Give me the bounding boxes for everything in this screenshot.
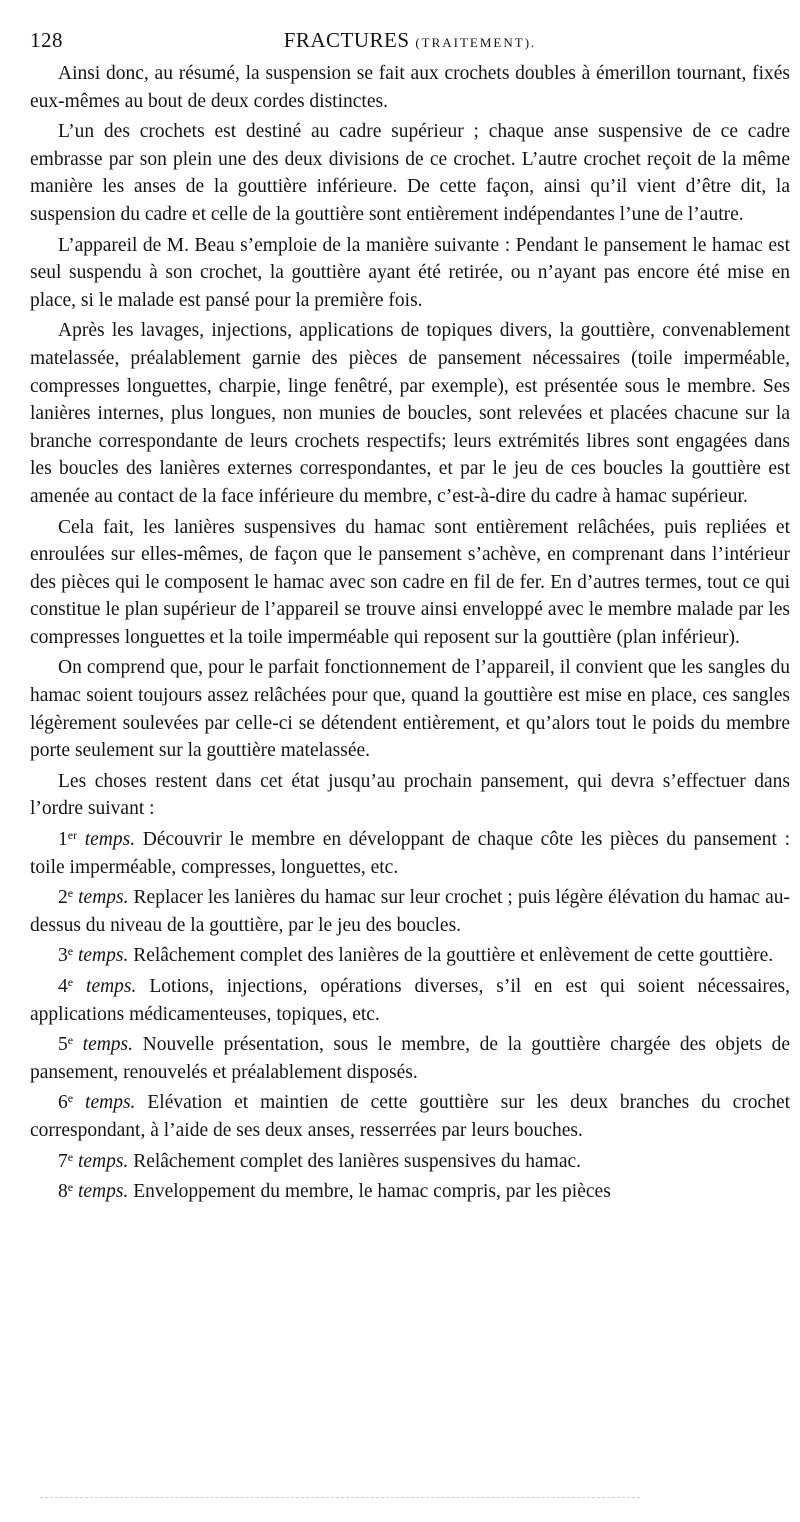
step-label: temps. <box>77 1181 129 1203</box>
step-item <box>30 1089 790 1144</box>
step-number: 6e <box>58 1091 74 1114</box>
step-number: 5e <box>58 1033 74 1056</box>
step-text: Lotions, injections, opérations diverses, s’il en est qui soient nécessaires, applications médicamenteuses, topiques, etc. <box>30 976 791 1025</box>
step-text: Relâchement complet des lanières suspensives du hamac. <box>133 1150 582 1172</box>
step-label: temps. <box>77 945 129 967</box>
body-text <box>30 60 790 1206</box>
paragraph: L’appareil de M. Beau s’emploie de la manière suivante : Pendant le pansement le hamac est seul suspendu à son crochet, la gouttière ayant été retirée, ou n’ayant pas encore été mise en place, si le malade est pansé pour la première fois. <box>30 234 790 311</box>
page-title-main: FRACTURES <box>283 28 410 52</box>
step-number: 8e <box>58 1180 74 1203</box>
step-text: Replacer les lanières du hamac sur leur crochet ; puis légère élévation du hamac au-dessus du niveau de la gouttière, par le jeu des boucles. <box>30 887 790 936</box>
step-text: Nouvelle présentation, sous le membre, de la gouttière chargée des objets de pansement, renouvelés et préalablement disposés. <box>30 1034 791 1083</box>
paragraph: Les choses restent dans cet état jusqu’au prochain pansement, qui devra s’effectuer dans l’ordre suivant : <box>30 770 790 820</box>
step-item <box>30 826 790 881</box>
step-text: Découvrir le membre en développant de chaque côte les pièces du pansement : toile imperméable, compresses, longuettes, etc. <box>30 829 791 878</box>
step-label: temps. <box>82 1034 134 1056</box>
step-text: Enveloppement du membre, le hamac compris, par les pièces <box>133 1181 611 1203</box>
step-item <box>30 942 790 970</box>
step-item <box>30 884 790 939</box>
running-head <box>30 26 790 60</box>
paragraph: L’un des crochets est destiné au cadre supérieur ; chaque anse suspensive de ce cadre embrasse par son plein une des deux divisions de ce crochet. L’autre crochet reçoit de la même manière les anses de la gouttière inférieure. De cette façon, ainsi qu’il vient d’être dit, la suspension du cadre et celle de la gouttière sont entièrement indépendantes l’une de l’autre. <box>30 121 790 225</box>
step-number: 4e <box>58 975 74 997</box>
book-page <box>30 26 790 1209</box>
paragraph: Après les lavages, injections, applications de topiques divers, la gouttière, convenablement matelassée, préalablement garnie des pièces de pansement nécessaires (toile imperméable, compresses longuettes, charpie, linge fenêtré, par exemple), est présentée sous le membre. Ses lanières internes, plus longues, non munies de boucles, sont relevées et placées chacune sur la branche correspondante de leurs crochets respectifs; leurs extrémités libres sont engagées dans les boucles des lanières externes correspondantes, et par le jeu de ces boucles la gouttière est amenée au contact de la face inférieure du membre, c’est-à-dire du cadre à hamac supérieur. <box>30 320 790 507</box>
paragraph: Ainsi donc, au résumé, la suspension se fait aux crochets doubles à émerillon tournant, fixés eux-mêmes au bout de deux cordes distinctes. <box>30 63 790 112</box>
step-label: temps. <box>77 1150 129 1172</box>
step-label: temps. <box>84 829 136 851</box>
page-number: 128 <box>30 28 63 52</box>
step-label: temps. <box>85 1092 136 1114</box>
step-item <box>30 1148 790 1176</box>
step-text: Elévation et maintien de cette gouttière sur les deux branches du crochet correspondant, à l’aide de ses deux anses, resserrées par leurs bouches. <box>30 1092 791 1141</box>
step-text: Relâchement complet des lanières de la gouttière et enlèvement de cette gouttière. <box>133 945 774 967</box>
step-item <box>30 1178 790 1206</box>
step-number: 7e <box>58 1149 74 1172</box>
paragraph: Cela fait, les lanières suspensives du hamac sont entièrement relâchées, puis repliées et enroulées sur elles-mêmes, de façon que le pansement s’achève, en comprenant dans l’intérieur des pièces qui le composent le hamac avec son cadre en fil de fer. En d’autres termes, tout ce qui constitue le plan supérieur de l’appareil se trouve ainsi enveloppé avec le membre malade par les compresses longuettes et la toile imperméable qui reposent sur la gouttière (plan inférieur). <box>30 516 790 648</box>
paragraph: On comprend que, pour le parfait fonctionnement de l’appareil, il convient que les sangles du hamac soient toujours assez relâchées pour que, quand la gouttière est mise en place, ces sangles légèrement soulevées par celle-ci se détendent entièrement, et qu’alors tout le poids du membre porte seulement sur la gouttière matelassée. <box>30 657 790 762</box>
step-label: temps. <box>86 976 137 997</box>
step-item <box>30 973 790 1028</box>
scan-bottom-rule <box>40 1497 640 1498</box>
step-number: 1er <box>58 828 78 851</box>
page-title-sub: (TRAITEMENT). <box>415 35 537 50</box>
step-item <box>30 1031 790 1086</box>
step-number: 2e <box>58 886 74 909</box>
step-label: temps. <box>78 887 129 909</box>
step-number: 3e <box>58 944 74 967</box>
page-title <box>30 28 790 53</box>
